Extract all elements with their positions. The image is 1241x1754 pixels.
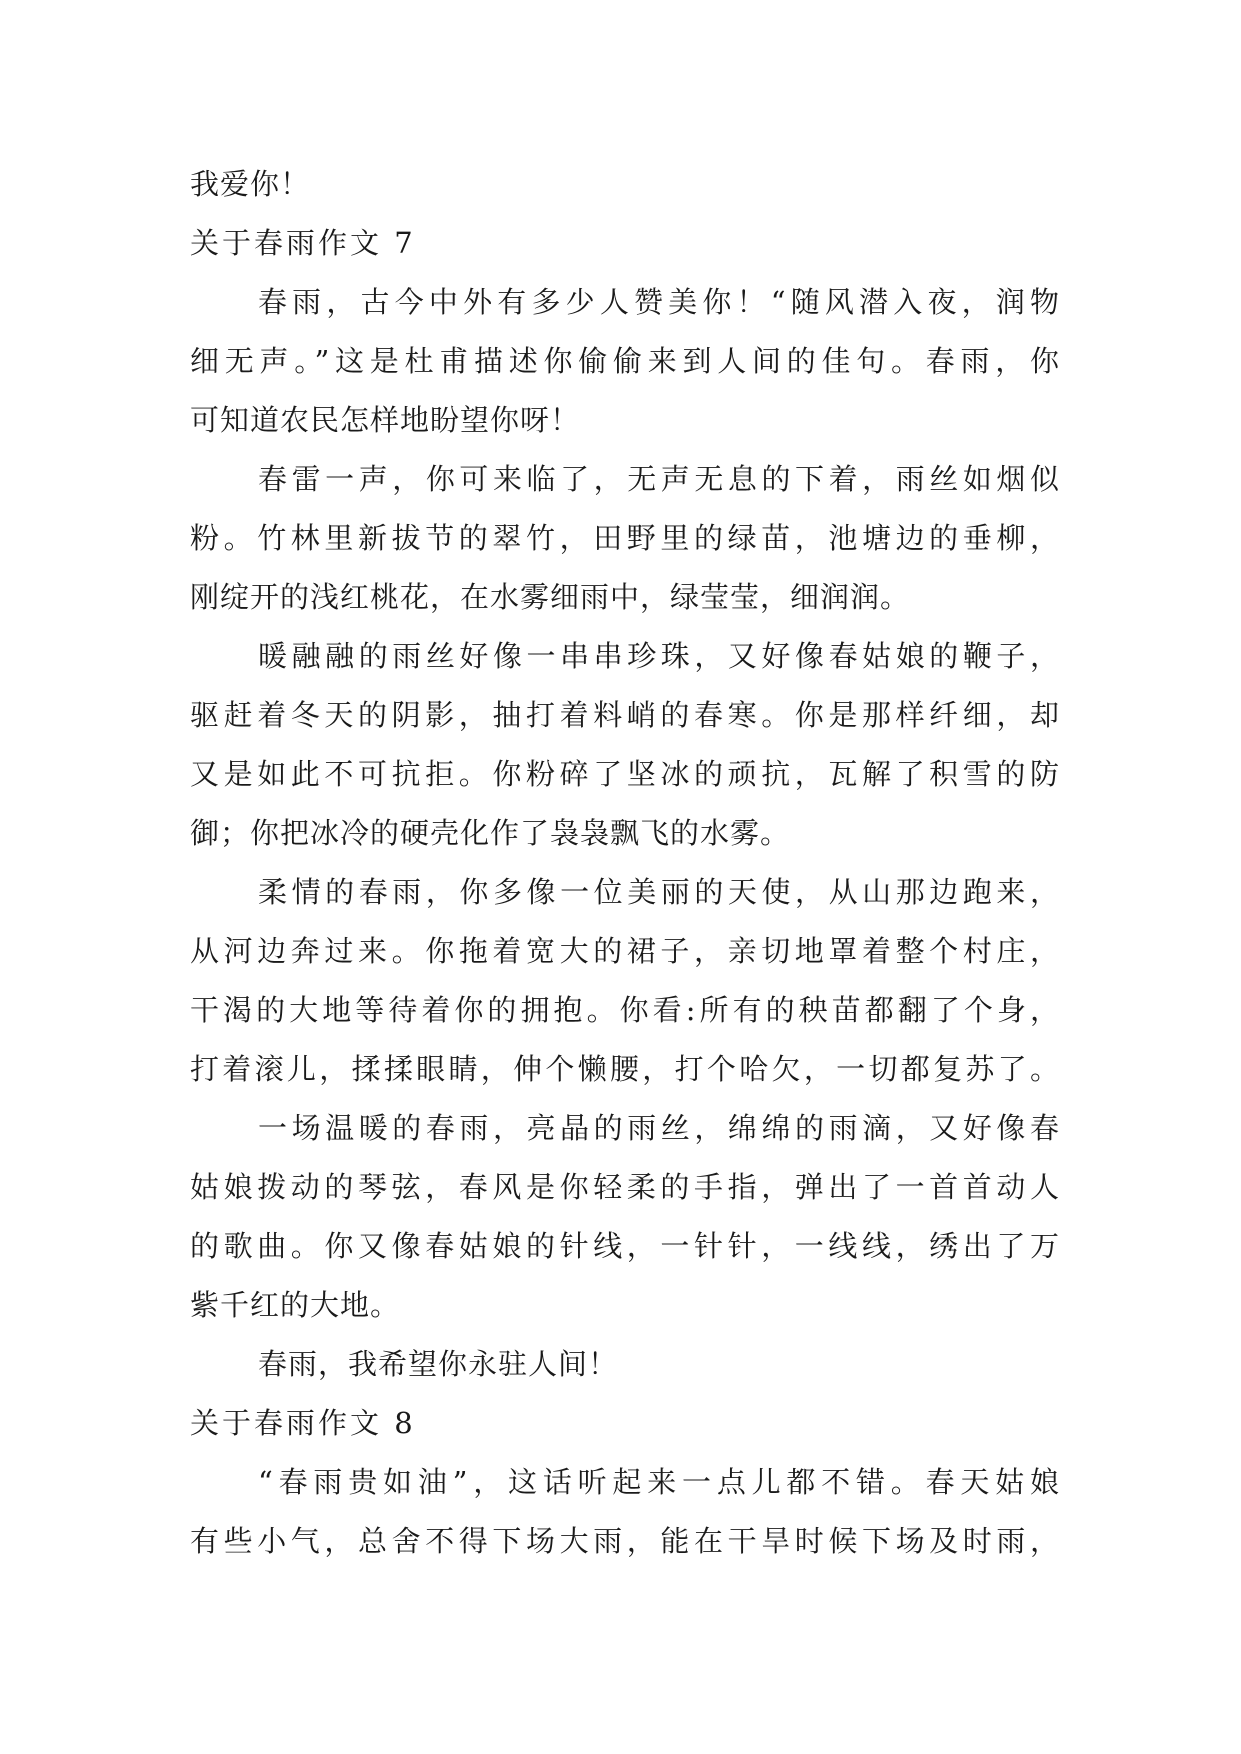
text-line: 春雨，我希望你永驻人间！ (258, 1347, 619, 1381)
text-line: 春雨，古今中外有多少人赞美你！“随风潜入夜，润物 (258, 285, 1060, 319)
text-line: 柔情的春雨，你多像一位美丽的天使，从山那边跑来， (258, 875, 1060, 909)
text-line: “春雨贵如油”，这话听起来一点儿都不错。春天姑娘 (258, 1465, 1060, 1499)
text-line: 粉。竹林里新拔节的翠竹，田野里的绿苗，池塘边的垂柳， (190, 521, 1060, 555)
section-heading: 关于春雨作文 7 (190, 226, 416, 260)
text-line: 干渴的大地等待着你的拥抱。你看:所有的秧苗都翻了个身， (190, 993, 1060, 1027)
text-line: 又是如此不可抗拒。你粉碎了坚冰的顽抗，瓦解了积雪的防 (190, 757, 1060, 791)
text-line: 紫千红的大地。 (190, 1288, 401, 1322)
text-line: 刚绽开的浅红桃花，在水雾细雨中，绿莹莹，细润润。 (190, 580, 911, 614)
text-line: 的歌曲。你又像春姑娘的针线，一针针，一线线，绣出了万 (190, 1229, 1060, 1263)
text-line: 细无声。”这是杜甫描述你偷偷来到人间的佳句。春雨，你 (190, 344, 1060, 378)
text-line: 驱赶着冬天的阴影，抽打着料峭的春寒。你是那样纤细，却 (190, 698, 1060, 732)
text-line: 我爱你！ (190, 167, 311, 201)
text-line: 打着滚儿，揉揉眼睛，伸个懒腰，打个哈欠，一切都复苏了。 (190, 1052, 1060, 1086)
document-body (190, 155, 1060, 1571)
text-line: 从河边奔过来。你拖着宽大的裙子，亲切地罩着整个村庄， (190, 934, 1060, 968)
text-line: 一场温暖的春雨，亮晶的雨丝，绵绵的雨滴，又好像春 (258, 1111, 1060, 1145)
text-line: 可知道农民怎样地盼望你呀！ (190, 403, 581, 437)
section-heading: 关于春雨作文 8 (190, 1406, 416, 1440)
text-line: 姑娘拨动的琴弦，春风是你轻柔的手指，弹出了一首首动人 (190, 1170, 1060, 1204)
text-line: 有些小气，总舍不得下场大雨，能在干旱时候下场及时雨， (190, 1524, 1060, 1558)
text-line: 春雷一声，你可来临了，无声无息的下着，雨丝如烟似 (258, 462, 1060, 496)
text-line: 暖融融的雨丝好像一串串珍珠，又好像春姑娘的鞭子， (258, 639, 1060, 673)
text-line: 御；你把冰冷的硬壳化作了袅袅飘飞的水雾。 (190, 816, 791, 850)
